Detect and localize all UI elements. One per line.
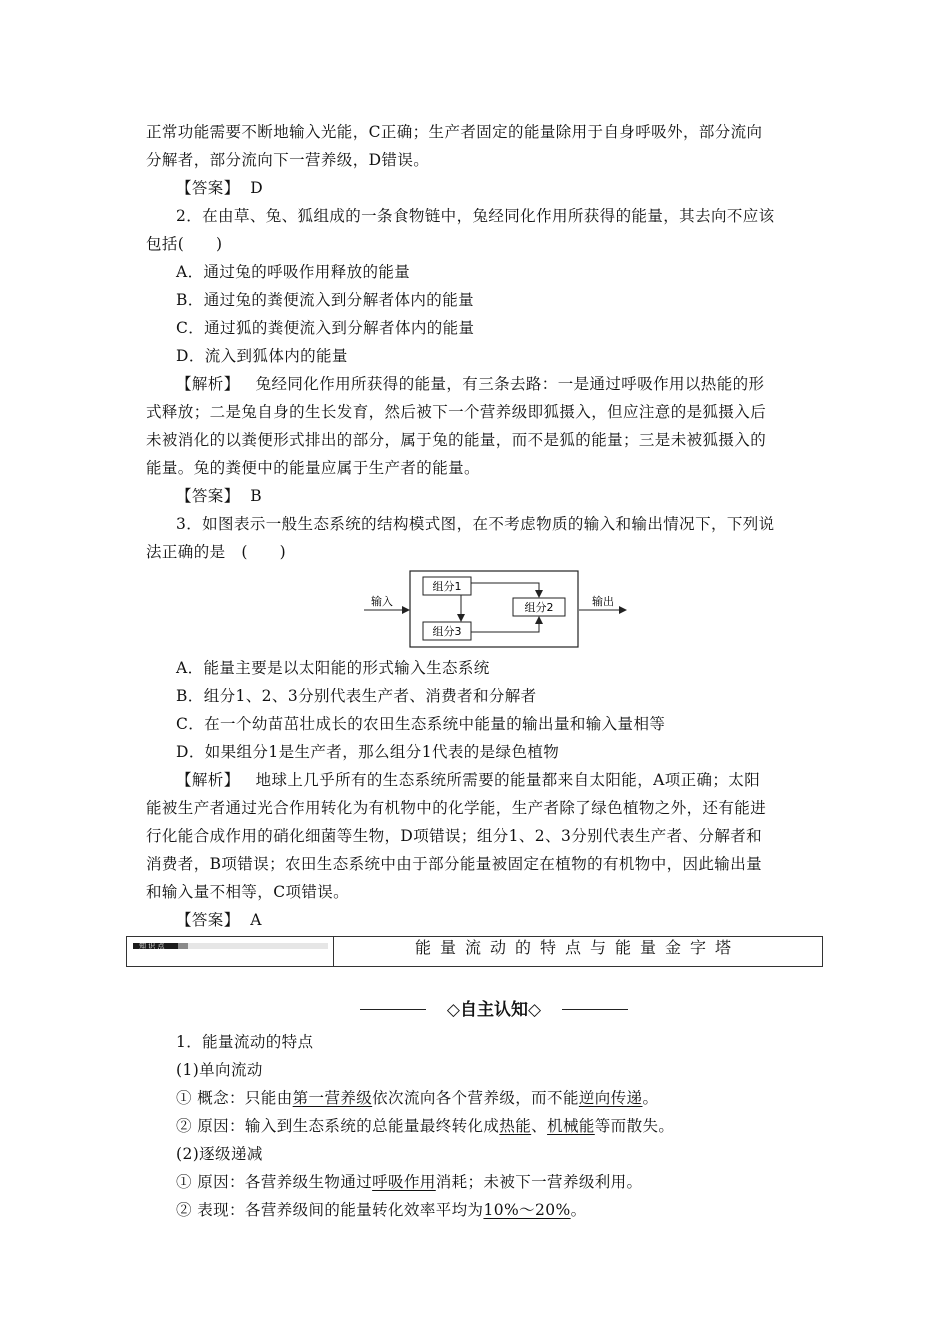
notes-sub-1: (1)单向流动 <box>176 1061 263 1079</box>
q3-analysis-line-5: 和输入量不相等，C项错误。 <box>146 883 350 901</box>
q2-option-a: A．通过兔的呼吸作用释放的能量 <box>176 263 411 281</box>
q3-option-a: A．能量主要是以太阳能的形式输入生态系统 <box>176 659 490 677</box>
text: ② 原因：输入到生态系统的总能量最终转化成 <box>176 1117 500 1135</box>
text: 消耗；未被下一营养级利用。 <box>435 1173 643 1191</box>
text: 、 <box>531 1117 548 1135</box>
notes-concept-line <box>176 1084 856 1112</box>
knowledge-point-title: 能量流动的特点与能量金字塔 <box>414 938 740 957</box>
q3-answer <box>176 906 856 934</box>
fill-blank: 逆向传递 <box>578 1089 643 1107</box>
answer-value: A <box>250 911 262 929</box>
output-label: 输出 <box>592 595 614 608</box>
analysis-text: 兔经同化作用所获得的能量，有三条去路：一是通过呼吸作用以热能的形 <box>255 375 765 393</box>
text: 。 <box>642 1089 659 1107</box>
q3-option-c: C．在一个幼苗茁壮成长的农田生态系统中能量的输出量和输入量相等 <box>176 715 666 733</box>
answer-value: D <box>250 179 264 197</box>
q2-option-c: C．通过狐的粪便流入到分解者体内的能量 <box>176 319 475 337</box>
arrow-3-to-2 <box>471 617 539 632</box>
q1-answer <box>176 174 856 202</box>
input-label: 输入 <box>371 595 393 608</box>
q2-option-d: D．流入到狐体内的能量 <box>176 347 348 365</box>
notes-reason-line <box>176 1112 856 1140</box>
text: ① 概念：只能由 <box>176 1089 293 1107</box>
arrow-1-to-2 <box>471 583 539 597</box>
answer-label: 【答案】 <box>176 487 240 505</box>
fill-blank: 呼吸作用 <box>372 1173 436 1191</box>
answer-label: 【答案】 <box>176 911 240 929</box>
notes-expression-line <box>176 1196 856 1224</box>
answer-value: B <box>250 487 263 505</box>
q3-analysis-line-3: 行化能合成作用的硝化细菌等生物，D项错误；组分1、2、3分别代表生产者、分解者和 <box>146 827 763 845</box>
fill-blank: 第一营养级 <box>292 1089 373 1107</box>
text: 。 <box>570 1201 587 1219</box>
fill-blank: 机械能 <box>547 1117 595 1135</box>
q3-option-b: B．组分1、2、3分别代表生产者、消费者和分解者 <box>176 687 537 705</box>
q3-analysis-line-1 <box>176 766 856 794</box>
section-title: ◇自主认知◇ <box>446 1000 542 1020</box>
answer-label: 【答案】 <box>176 179 240 197</box>
component-1-label: 组分1 <box>432 580 462 593</box>
q3-stem-line-2: 法正确的是 ( ) <box>146 543 287 561</box>
notes-reason-line-2 <box>176 1168 856 1196</box>
fill-blank: 10%～20% <box>483 1201 571 1219</box>
text: 等而散失。 <box>594 1117 675 1135</box>
section-rule-right <box>562 1009 628 1010</box>
q3-stem-line-1: 3．如图表示一般生态系统的结构模式图，在不考虑物质的输入和输出情况下，下列说 <box>176 515 775 533</box>
section-heading <box>360 996 628 1026</box>
q3-option-d: D．如果组分1是生产者，那么组分1代表的是绿色植物 <box>176 743 560 761</box>
knowledge-point-bar <box>126 936 823 967</box>
text: 依次流向各个营养级，而不能 <box>372 1089 579 1107</box>
fill-blank: 热能 <box>499 1117 532 1135</box>
q3-analysis-line-4: 消费者，B项错误；农田生态系统中由于部分能量被固定在植物的有机物中，因此输出量 <box>146 855 762 873</box>
q2-option-b: B．通过兔的粪便流入到分解者体内的能量 <box>176 291 474 309</box>
q2-analysis-line-4: 能量。兔的粪便中的能量应属于生产者的能量。 <box>146 459 480 477</box>
text: ② 表现：各营养级间的能量转化效率平均为 <box>176 1201 484 1219</box>
notes-sub-2: (2)逐级递减 <box>176 1145 263 1163</box>
text: ① 原因：各营养级生物通过 <box>176 1173 373 1191</box>
knowledge-point-tag <box>127 937 334 966</box>
notes-heading: 1．能量流动的特点 <box>176 1033 314 1051</box>
q2-stem-line-1: 2．在由草、兔、狐组成的一条食物链中，兔经同化作用所获得的能量，其去向不应该 <box>176 207 775 225</box>
q1-analysis-line-1: 正常功能需要不断地输入光能，C正确；生产者固定的能量除用于自身呼吸外，部分流向 <box>146 123 763 141</box>
analysis-text: 地球上几乎所有的生态系统所需要的能量都来自太阳能，A项正确；太阳 <box>255 771 761 789</box>
q2-stem-line-2: 包括( ) <box>146 235 223 253</box>
component-3-label: 组分3 <box>432 625 462 638</box>
q3-analysis-line-2: 能被生产者通过光合作用转化为有机物中的化学能，生产者除了绿色植物之外，还有能进 <box>146 799 767 817</box>
q2-analysis-line-1 <box>176 370 856 398</box>
q1-analysis-line-2: 分解者，部分流向下一营养级，D错误。 <box>146 151 430 169</box>
component-2-label: 组分2 <box>524 601 554 614</box>
analysis-label: 【解析】 <box>176 771 240 789</box>
ecosystem-structure-diagram <box>360 570 630 650</box>
knowledge-point-tag-text: 知 识 点 <box>139 942 165 950</box>
section-rule-left <box>360 1009 426 1010</box>
q2-answer <box>176 482 856 510</box>
q2-analysis-line-2: 式释放；二是兔自身的生长发育，然后被下一个营养级即狐摄入，但应注意的是狐摄入后 <box>146 403 767 421</box>
analysis-label: 【解析】 <box>176 375 240 393</box>
q2-analysis-line-3: 未被消化的以粪便形式排出的部分，属于兔的能量，而不是狐的能量；三是未被狐摄入的 <box>146 431 767 449</box>
